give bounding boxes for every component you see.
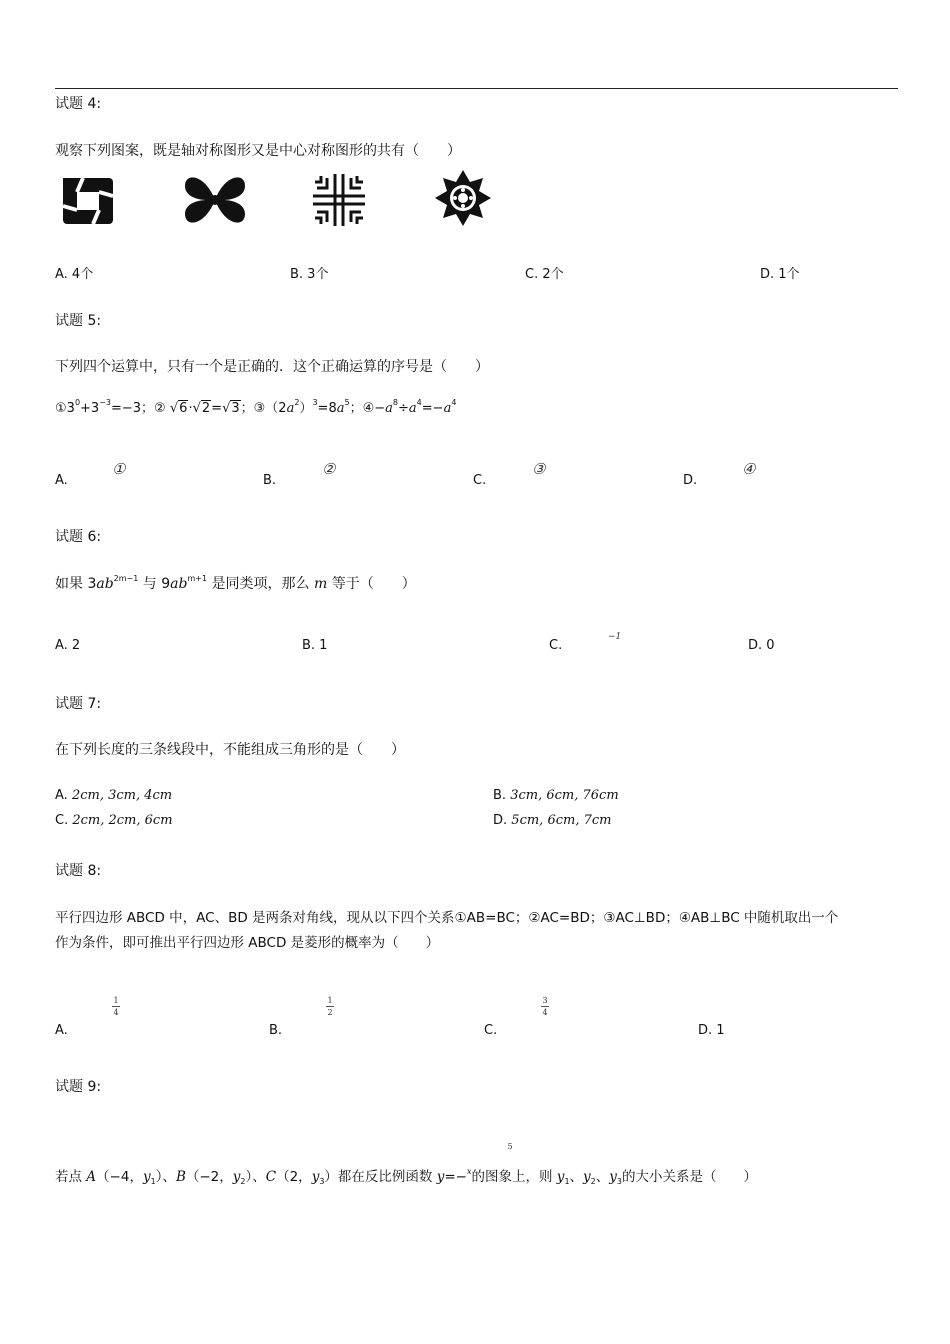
q8-c-den: 4 bbox=[542, 1008, 548, 1017]
q7-option-c[interactable] bbox=[55, 813, 173, 828]
q5-dot: · bbox=[188, 401, 193, 416]
q9-fx: x bbox=[466, 1167, 472, 1176]
q6-stem bbox=[55, 573, 416, 593]
q8-option-b[interactable]: B. bbox=[269, 1023, 283, 1038]
q7-heading: 试题 7: bbox=[55, 696, 102, 712]
q6-stem-d: 等于（ ） bbox=[327, 576, 416, 592]
q5-sep-2: ；④− bbox=[349, 401, 386, 416]
q9-function-numerator bbox=[506, 1142, 514, 1151]
pattern-3-icon bbox=[313, 174, 365, 226]
q5-expr-1b: +3 bbox=[80, 401, 100, 416]
q6-ab-1: ab bbox=[96, 576, 114, 592]
q8-option-c-fraction bbox=[541, 996, 549, 1017]
q5-option-c-mark: ③ bbox=[532, 460, 546, 478]
q4-option-d[interactable]: D. 1个 bbox=[760, 267, 800, 282]
q5-close: ） bbox=[299, 401, 313, 416]
q9-y1: y bbox=[142, 1169, 151, 1185]
q5-exp-5: 5 bbox=[344, 398, 350, 407]
q8-option-a-fraction bbox=[112, 996, 120, 1017]
q9-rs1: 1 bbox=[564, 1177, 570, 1186]
pattern-4-icon bbox=[435, 170, 491, 226]
q4-option-c[interactable]: C. 2个 bbox=[525, 267, 564, 282]
q7-option-a[interactable] bbox=[55, 788, 172, 803]
q6-exp-2: m+1 bbox=[187, 574, 208, 583]
q7-option-c-label: C. bbox=[55, 813, 69, 828]
q5-exp-3: 3 bbox=[312, 398, 318, 407]
q5-eq: = bbox=[211, 401, 223, 416]
q7-option-b[interactable] bbox=[493, 788, 619, 803]
q5-div: ÷ bbox=[398, 401, 409, 416]
q9-r3: y bbox=[609, 1169, 617, 1185]
q8-a-den: 4 bbox=[113, 1008, 119, 1017]
q5-exp-2: 2 bbox=[294, 398, 300, 407]
q5-expressions bbox=[55, 397, 456, 416]
q9-y3: y bbox=[311, 1169, 320, 1185]
q8-a-num: 1 bbox=[113, 996, 119, 1005]
q6-option-c[interactable]: C. bbox=[549, 638, 563, 653]
q5-sqrt-2: √2 bbox=[192, 401, 211, 416]
q9-rs3: 3 bbox=[616, 1177, 622, 1186]
q5-option-d[interactable]: D. bbox=[683, 473, 698, 488]
q4-option-b[interactable]: B. 3个 bbox=[290, 267, 329, 282]
q9-s1: 1 bbox=[150, 1177, 156, 1186]
q5-var-a-1: a bbox=[286, 401, 295, 416]
q9-point-a: A bbox=[86, 1169, 97, 1185]
q6-option-d[interactable]: D. 0 bbox=[748, 638, 775, 653]
q5-heading: 试题 5: bbox=[55, 313, 102, 329]
q7-option-b-label: B. bbox=[493, 788, 507, 803]
q6-stem-b: 与 9 bbox=[138, 576, 171, 592]
q8-option-a[interactable]: A. bbox=[55, 1023, 68, 1038]
q5-exp-0: 0 bbox=[74, 398, 81, 407]
q5-exp-4: 4 bbox=[416, 398, 422, 407]
q6-stem-a: 如果 3 bbox=[55, 576, 97, 592]
q9-stem-b: 的图象上，则 bbox=[471, 1169, 557, 1185]
q9-pa: （−4， bbox=[96, 1169, 143, 1185]
q4-pattern-figures bbox=[55, 170, 500, 234]
q7-stem: 在下列长度的三条线段中，不能组成三角形的是（ ） bbox=[55, 742, 405, 758]
q8-b-num: 1 bbox=[327, 996, 333, 1005]
q5-exp-4b: 4 bbox=[451, 398, 457, 407]
q5-var-a-2: a bbox=[336, 401, 345, 416]
q9-feq: =− bbox=[444, 1169, 467, 1185]
q9-sep1: 、 bbox=[569, 1169, 584, 1185]
q5-eq8: =8 bbox=[317, 401, 337, 416]
q9-heading: 试题 9: bbox=[55, 1079, 102, 1095]
q6-option-a[interactable]: A. 2 bbox=[55, 638, 81, 653]
q8-stem-line-1: 平行四边形 ABCD 中，AC、BD 是两条对角线，现从以下四个关系①AB=BC；②AC=BD；③AC⊥BD；④AB⊥BC 中随机取出一个 bbox=[55, 910, 839, 926]
q5-sep-1: ；③（2 bbox=[240, 401, 287, 416]
q5-expr-1c: =−3；② bbox=[111, 401, 166, 416]
q9-pa2: ）、 bbox=[155, 1169, 176, 1185]
q4-option-a[interactable]: A. 4个 bbox=[55, 267, 94, 282]
q6-ab-2: ab bbox=[170, 576, 188, 592]
q9-r1: y bbox=[556, 1169, 565, 1185]
q9-sep2: 、 bbox=[595, 1169, 610, 1185]
q6-exp-1: 2m−1 bbox=[113, 574, 139, 583]
q5-var-a-3: a bbox=[385, 401, 393, 416]
q9-point-b: B bbox=[175, 1169, 186, 1185]
q5-var-a-4: a bbox=[408, 401, 417, 416]
q9-y2: y bbox=[232, 1169, 241, 1185]
q5-sqrt-3: √3 bbox=[222, 401, 240, 416]
q9-stem-c: 的大小关系是（ ） bbox=[622, 1169, 757, 1185]
pattern-1-icon bbox=[63, 178, 113, 224]
q5-option-b[interactable]: B. bbox=[263, 473, 277, 488]
q8-stem-line-2: 作为条件，即可推出平行四边形 ABCD 是菱形的概率为（ ） bbox=[55, 935, 440, 951]
q9-s2: 2 bbox=[240, 1177, 246, 1186]
q9-pc: （2， bbox=[276, 1169, 312, 1185]
q7-option-b-value: 3cm, 6cm, 76cm bbox=[510, 788, 619, 803]
pattern-2-icon bbox=[185, 177, 245, 222]
q5-sqrt-1: √6 bbox=[169, 401, 188, 416]
q9-pb2: ）、 bbox=[245, 1169, 266, 1185]
q5-option-a-mark: ① bbox=[112, 460, 126, 478]
q5-option-a[interactable]: A. bbox=[55, 473, 68, 488]
q9-rs2: 2 bbox=[590, 1177, 596, 1186]
q5-exp-neg3: −3 bbox=[99, 398, 111, 407]
q5-expr-1: ①3 bbox=[55, 401, 75, 416]
q7-option-c-value: 2cm, 2cm, 6cm bbox=[72, 813, 173, 828]
q7-option-a-label: A. bbox=[55, 788, 68, 803]
q9-num: 5 bbox=[507, 1142, 513, 1151]
q5-exp-8: 8 bbox=[392, 398, 398, 407]
q5-option-c[interactable]: C. bbox=[473, 473, 487, 488]
q9-pc2: ）都在反比例函数 bbox=[324, 1169, 437, 1185]
q6-option-b[interactable]: B. 1 bbox=[302, 638, 328, 653]
q4-patterns-svg bbox=[55, 170, 500, 234]
q8-option-c[interactable]: C. bbox=[484, 1023, 498, 1038]
q9-r2: y bbox=[583, 1169, 591, 1185]
q8-heading: 试题 8: bbox=[55, 863, 102, 879]
q8-option-d[interactable]: D. 1 bbox=[698, 1023, 725, 1038]
q5-option-b-mark: ② bbox=[322, 460, 336, 478]
q5-option-d-mark: ④ bbox=[742, 460, 756, 478]
top-rule bbox=[55, 88, 898, 89]
q9-stem bbox=[55, 1165, 757, 1186]
q9-fy: y bbox=[436, 1169, 445, 1185]
q5-var-a-5: a bbox=[443, 401, 452, 416]
q5-eqneg: =− bbox=[421, 401, 444, 416]
q9-s3: 3 bbox=[319, 1177, 325, 1186]
q6-stem-c: 是同类项，那么 bbox=[207, 576, 314, 592]
q8-c-num: 3 bbox=[542, 996, 548, 1005]
q6-var-m: m bbox=[313, 576, 328, 592]
q7-option-a-value: 2cm, 3cm, 4cm bbox=[71, 788, 173, 803]
q8-option-b-fraction bbox=[326, 996, 334, 1017]
q7-option-d-label: D. bbox=[493, 813, 508, 828]
q9-stem-a: 若点 bbox=[55, 1169, 87, 1185]
q8-b-den: 2 bbox=[327, 1008, 333, 1017]
q6-option-c-value: −1 bbox=[608, 632, 622, 642]
q7-option-d-value: 5cm, 6cm, 7cm bbox=[511, 813, 612, 828]
q7-option-d[interactable] bbox=[493, 813, 611, 828]
q9-point-c: C bbox=[265, 1169, 277, 1185]
q4-stem: 观察下列图案，既是轴对称图形又是中心对称图形的共有（ ） bbox=[55, 143, 461, 159]
q9-pb: （−2， bbox=[185, 1169, 233, 1185]
q5-stem: 下列四个运算中，只有一个是正确的．这个正确运算的序号是（ ） bbox=[55, 359, 489, 375]
q4-heading: 试题 4: bbox=[55, 96, 102, 112]
q6-heading: 试题 6: bbox=[55, 529, 102, 545]
